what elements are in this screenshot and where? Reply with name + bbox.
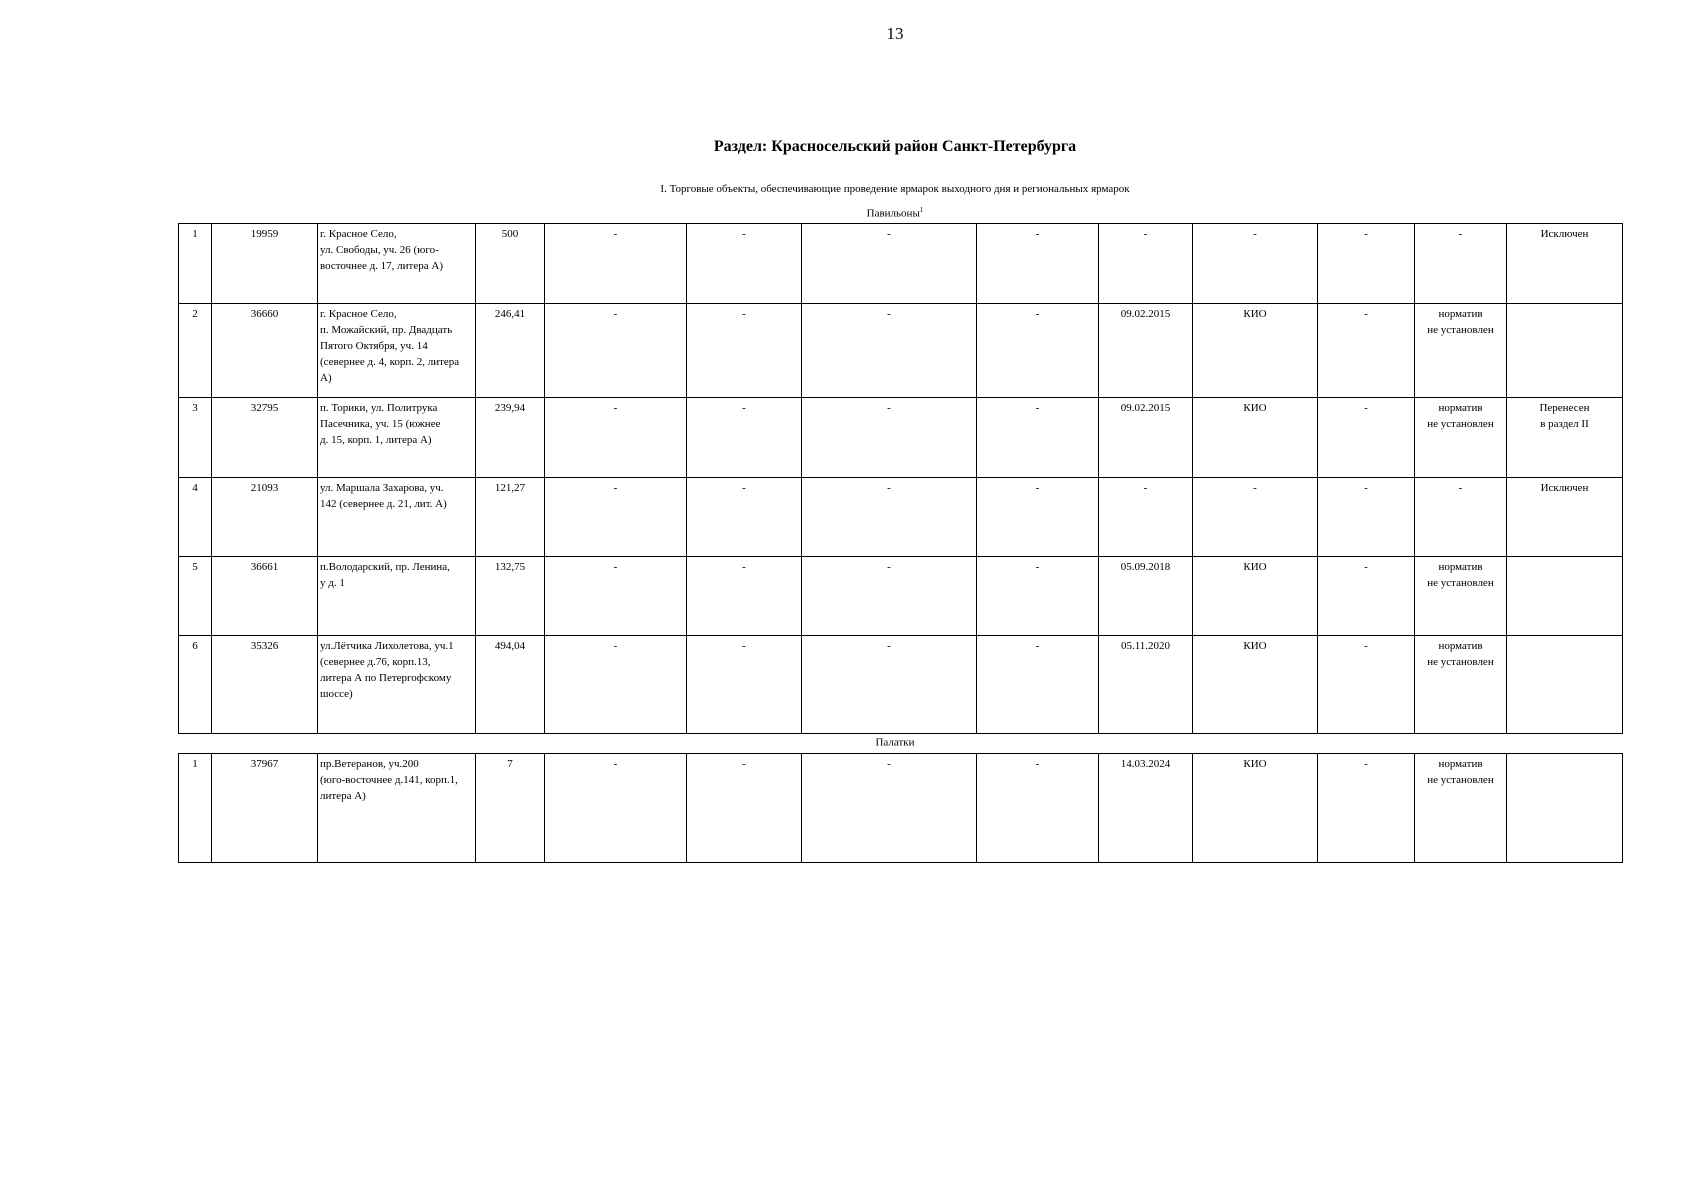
table-cell: - bbox=[977, 304, 1099, 398]
table-cell: - bbox=[802, 398, 977, 478]
table-cell: - bbox=[977, 636, 1099, 734]
table-cell: 3 bbox=[179, 398, 212, 478]
table-cell: норматив не установлен bbox=[1415, 636, 1507, 734]
table-cell: 246,41 bbox=[476, 304, 545, 398]
table-cell: 05.11.2020 bbox=[1099, 636, 1193, 734]
table-cell: норматив не установлен bbox=[1415, 754, 1507, 863]
table-cell: - bbox=[1318, 636, 1415, 734]
table-cell: 5 bbox=[179, 557, 212, 636]
address-cell: г. Красное Село, ул. Свободы, уч. 26 (юго- восточнее д. 17, литера А) bbox=[318, 224, 476, 304]
table-cell: - bbox=[545, 304, 687, 398]
table-row bbox=[179, 398, 1623, 478]
table-cell: 500 bbox=[476, 224, 545, 304]
table-cell: 09.02.2015 bbox=[1099, 304, 1193, 398]
table-cell: - bbox=[802, 754, 977, 863]
table-cell: 37967 bbox=[212, 754, 318, 863]
address-cell: ул. Маршала Захарова, уч. 142 (севернее д. 21, лит. А) bbox=[318, 478, 476, 557]
table-cell: 36661 bbox=[212, 557, 318, 636]
table-cell: - bbox=[1099, 224, 1193, 304]
table-cell: - bbox=[802, 224, 977, 304]
table-cell: - bbox=[1193, 224, 1318, 304]
table-cell: - bbox=[687, 754, 802, 863]
table-cell: КИО bbox=[1193, 398, 1318, 478]
table-cell: Исключен bbox=[1507, 224, 1623, 304]
table-cell: Исключен bbox=[1507, 478, 1623, 557]
tents-table bbox=[178, 753, 1623, 863]
table-cell: - bbox=[545, 636, 687, 734]
table-cell: 35326 bbox=[212, 636, 318, 734]
table-row bbox=[179, 636, 1623, 734]
table-cell: - bbox=[545, 398, 687, 478]
table-cell: 2 bbox=[179, 304, 212, 398]
table-cell: - bbox=[977, 224, 1099, 304]
table-cell: - bbox=[1318, 224, 1415, 304]
table-cell: 05.09.2018 bbox=[1099, 557, 1193, 636]
table-cell: - bbox=[545, 557, 687, 636]
address-cell: ул.Лётчика Лихолетова, уч.1 (севернее д.76, корп.13, литера А по Петергофскому шоссе) bbox=[318, 636, 476, 734]
table-cell: норматив не установлен bbox=[1415, 304, 1507, 398]
table-cell: - bbox=[1415, 478, 1507, 557]
table-cell: - bbox=[545, 478, 687, 557]
table-cell: 21093 bbox=[212, 478, 318, 557]
table-cell: 4 bbox=[179, 478, 212, 557]
table-cell: - bbox=[1318, 304, 1415, 398]
address-cell: г. Красное Село, п. Можайский, пр. Двадцать Пятого Октября, уч. 14 (севернее д. 4, корп. 2, литера А) bbox=[318, 304, 476, 398]
table-cell bbox=[1507, 304, 1623, 398]
table-cell: - bbox=[802, 636, 977, 734]
table-cell: - bbox=[977, 478, 1099, 557]
table-cell: 09.02.2015 bbox=[1099, 398, 1193, 478]
table-cell bbox=[1507, 636, 1623, 734]
table-cell: 1 bbox=[179, 224, 212, 304]
section-title: Раздел: Красносельский район Санкт-Петербурга bbox=[713, 138, 1077, 155]
table-cell: 239,94 bbox=[476, 398, 545, 478]
table-cell: - bbox=[1193, 478, 1318, 557]
subtitle: I. Торговые объекты, обеспечивающие проведение ярмарок выходного дня и региональных ярмарок bbox=[660, 183, 1130, 195]
table-cell: Перенесен в раздел II bbox=[1507, 398, 1623, 478]
table-cell: КИО bbox=[1193, 754, 1318, 863]
table-cell: 32795 bbox=[212, 398, 318, 478]
table-cell: - bbox=[545, 754, 687, 863]
table-cell: КИО bbox=[1193, 304, 1318, 398]
table-cell: 36660 bbox=[212, 304, 318, 398]
table-cell: 1 bbox=[179, 754, 212, 863]
table-row bbox=[179, 754, 1623, 863]
table-cell: - bbox=[1318, 754, 1415, 863]
group-label-tents: Палатки bbox=[875, 736, 915, 749]
table-cell: - bbox=[1099, 478, 1193, 557]
table-cell: - bbox=[687, 478, 802, 557]
table-cell: - bbox=[977, 398, 1099, 478]
table-row bbox=[179, 304, 1623, 398]
table-cell: 494,04 bbox=[476, 636, 545, 734]
table-cell: - bbox=[1415, 224, 1507, 304]
table-cell: - bbox=[687, 557, 802, 636]
table-cell: 14.03.2024 bbox=[1099, 754, 1193, 863]
table-cell: норматив не установлен bbox=[1415, 557, 1507, 636]
table-row bbox=[179, 224, 1623, 304]
group-label-pavilions: Павильоны$^1$ bbox=[866, 206, 924, 220]
table-cell: - bbox=[977, 557, 1099, 636]
table-cell: 19959 bbox=[212, 224, 318, 304]
table-cell: - bbox=[802, 304, 977, 398]
table-cell: 6 bbox=[179, 636, 212, 734]
table-cell bbox=[1507, 754, 1623, 863]
table-cell: 132,75 bbox=[476, 557, 545, 636]
table-cell bbox=[1507, 557, 1623, 636]
table-cell: - bbox=[687, 304, 802, 398]
address-cell: п.Володарский, пр. Ленина, у д. 1 bbox=[318, 557, 476, 636]
address-cell: п. Торики, ул. Политрука Пасечника, уч. 15 (южнее д. 15, корп. 1, литера А) bbox=[318, 398, 476, 478]
table-cell: - bbox=[687, 398, 802, 478]
table-cell: - bbox=[687, 636, 802, 734]
address-cell: пр.Ветеранов, уч.200 (юго-восточнее д.141, корп.1, литера А) bbox=[318, 754, 476, 863]
table-cell: - bbox=[545, 224, 687, 304]
table-row bbox=[179, 478, 1623, 557]
table-cell: 121,27 bbox=[476, 478, 545, 557]
table-cell: - bbox=[1318, 557, 1415, 636]
table-cell: - bbox=[1318, 398, 1415, 478]
table-cell: КИО bbox=[1193, 557, 1318, 636]
table-cell: 7 bbox=[476, 754, 545, 863]
table-cell: - bbox=[802, 557, 977, 636]
pavilions-table bbox=[178, 223, 1623, 734]
table-cell: - bbox=[802, 478, 977, 557]
table-row bbox=[179, 557, 1623, 636]
table-cell: норматив не установлен bbox=[1415, 398, 1507, 478]
table-cell: КИО bbox=[1193, 636, 1318, 734]
page-number: 13 bbox=[886, 24, 904, 43]
table-cell: - bbox=[687, 224, 802, 304]
table-cell: - bbox=[1318, 478, 1415, 557]
table-cell: - bbox=[977, 754, 1099, 863]
